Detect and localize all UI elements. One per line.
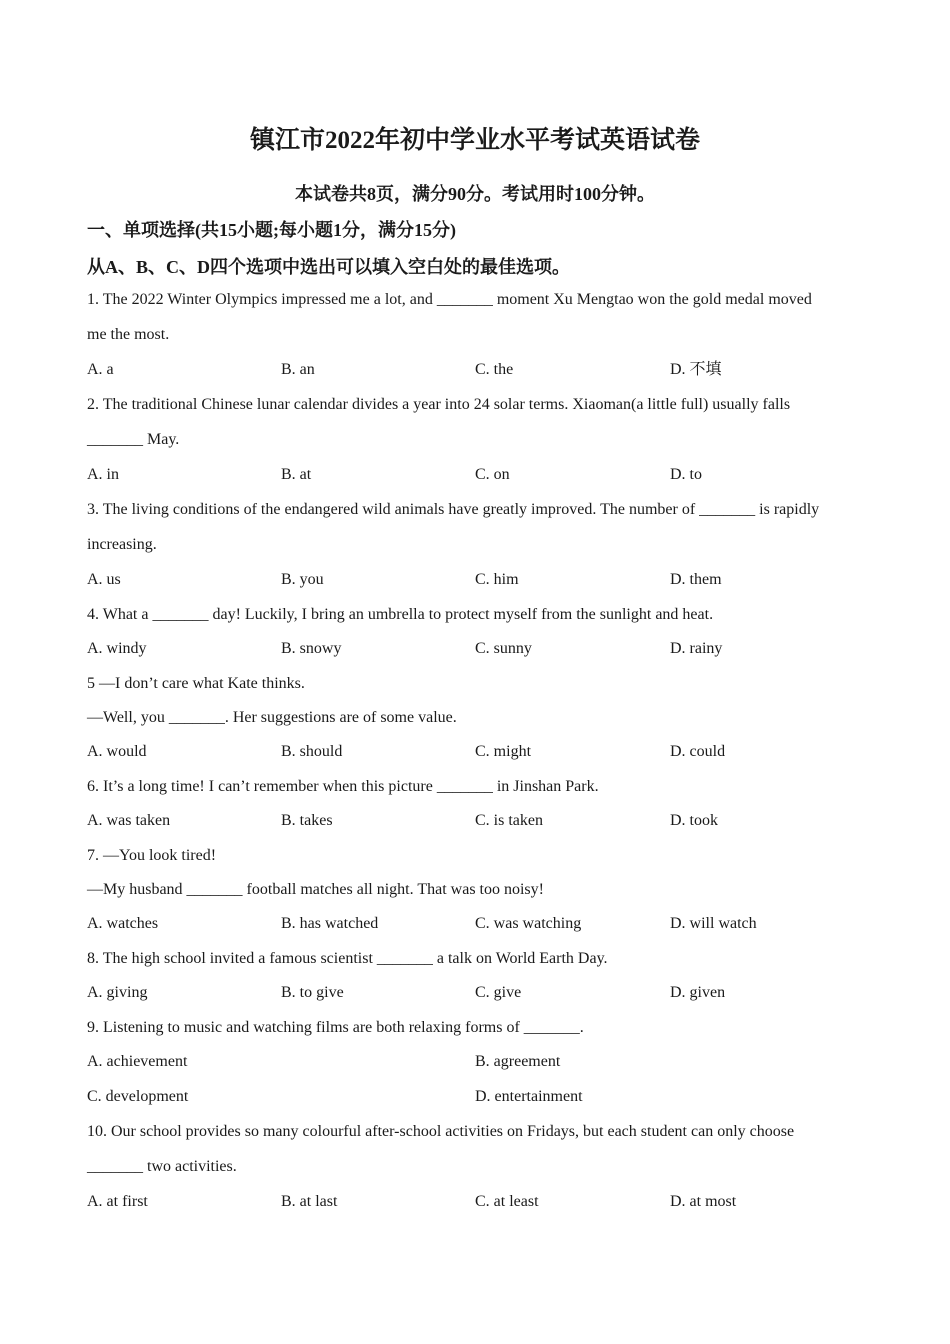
option-a: A. was taken xyxy=(87,812,171,829)
option-a: A. giving xyxy=(87,984,148,1001)
option-d: D. at most xyxy=(670,1193,737,1210)
option-c: C. at least xyxy=(475,1193,539,1210)
option-c: C. on xyxy=(475,466,510,483)
option-row xyxy=(87,461,867,496)
option-b: B. at xyxy=(281,466,312,483)
option-d: D. entertainment xyxy=(475,1088,583,1105)
option-d: D. took xyxy=(670,812,718,829)
option-row xyxy=(87,566,867,601)
option-a: A. achievement xyxy=(87,1053,188,1070)
option-row xyxy=(87,356,867,391)
question-text: 6. It’s a long time! I can’t remember when this picture _______ in Jinshan Park. xyxy=(87,778,599,795)
option-c: C. was watching xyxy=(475,915,582,932)
option-b: B. has watched xyxy=(281,915,379,932)
option-d: D. 不填 xyxy=(670,361,722,378)
option-d: D. them xyxy=(670,571,722,588)
question-text: me the most. xyxy=(87,326,170,343)
question-text: 8. The high school invited a famous scientist _______ a talk on World Earth Day. xyxy=(87,950,608,967)
page-title: 镇江市2022年初中学业水平考试英语试卷 xyxy=(249,127,700,154)
option-b: B. at last xyxy=(281,1193,338,1210)
question-text: 10. Our school provides so many colourful after-school activities on Fridays, but each student can only choose xyxy=(87,1123,795,1140)
option-b: B. to give xyxy=(281,984,344,1001)
option-row xyxy=(87,807,867,842)
option-c: C. development xyxy=(87,1088,189,1105)
option-a: A. at first xyxy=(87,1193,148,1210)
option-c: C. is taken xyxy=(475,812,543,829)
option-row xyxy=(87,1083,867,1118)
option-d: D. given xyxy=(670,984,726,1001)
option-b: B. takes xyxy=(281,812,333,829)
option-c: C. the xyxy=(475,361,514,378)
question-text: 5 —I don’t care what Kate thinks. xyxy=(87,675,305,692)
question-3 xyxy=(87,496,867,601)
option-c: C. might xyxy=(475,743,532,760)
option-row xyxy=(87,1188,867,1223)
question-text: increasing. xyxy=(87,536,157,553)
option-b: B. an xyxy=(281,361,315,378)
option-c: C. give xyxy=(475,984,522,1001)
question-text: —Well, you _______. Her suggestions are of some value. xyxy=(87,709,457,726)
option-a: A. windy xyxy=(87,640,147,657)
option-a: A. watches xyxy=(87,915,159,932)
option-row xyxy=(87,1048,867,1083)
question-text: 2. The traditional Chinese lunar calendar divides a year into 24 solar terms. Xiaoman(a little full) usually falls xyxy=(87,396,791,413)
option-a: A. would xyxy=(87,743,147,760)
option-b: B. should xyxy=(281,743,343,760)
option-row xyxy=(87,635,867,670)
question-2 xyxy=(87,391,867,496)
option-b: B. you xyxy=(281,571,324,588)
question-6 xyxy=(87,773,867,842)
option-c: C. him xyxy=(475,571,519,588)
option-row xyxy=(87,979,867,1014)
question-10 xyxy=(87,1118,867,1223)
question-text: _______ May. xyxy=(87,431,180,448)
option-row xyxy=(87,910,867,945)
option-a: A. in xyxy=(87,466,119,483)
question-4 xyxy=(87,601,867,670)
section-instruction: 从A、B、C、D四个选项中选出可以填入空白处的最佳选项。 xyxy=(87,257,571,277)
question-text: 1. The 2022 Winter Olympics impressed me a lot, and _______ moment Xu Mengtao won the gold medal moved xyxy=(87,291,812,308)
question-1 xyxy=(87,286,867,391)
question-text: _______ two activities. xyxy=(87,1158,237,1175)
question-list xyxy=(87,286,867,1223)
exam-info: 本试卷共8页，满分90分。考试用时100分钟。 xyxy=(295,184,655,204)
option-b: B. snowy xyxy=(281,640,342,657)
question-5 xyxy=(87,670,867,773)
option-a: A. us xyxy=(87,571,121,588)
question-text: 3. The living conditions of the endangered wild animals have greatly improved. The number of _______ is rapidly xyxy=(87,501,820,518)
question-text: 7. —You look tired! xyxy=(87,847,217,864)
option-b: B. agreement xyxy=(475,1053,561,1070)
option-d: D. will watch xyxy=(670,915,757,932)
question-text: —My husband _______ football matches all night. That was too noisy! xyxy=(87,881,544,898)
option-d: D. to xyxy=(670,466,702,483)
section-heading: 一、单项选择(共15小题;每小题1分，满分15分) xyxy=(87,220,456,240)
question-text: 9. Listening to music and watching films are both relaxing forms of _______. xyxy=(87,1019,584,1036)
question-9 xyxy=(87,1014,867,1118)
option-c: C. sunny xyxy=(475,640,532,657)
option-d: D. could xyxy=(670,743,726,760)
question-8 xyxy=(87,945,867,1014)
option-row xyxy=(87,738,867,773)
question-text: 4. What a _______ day! Luckily, I bring an umbrella to protect myself from the sunlight and heat. xyxy=(87,606,714,623)
question-7 xyxy=(87,842,867,945)
option-d: D. rainy xyxy=(670,640,723,657)
option-a: A. a xyxy=(87,361,114,378)
